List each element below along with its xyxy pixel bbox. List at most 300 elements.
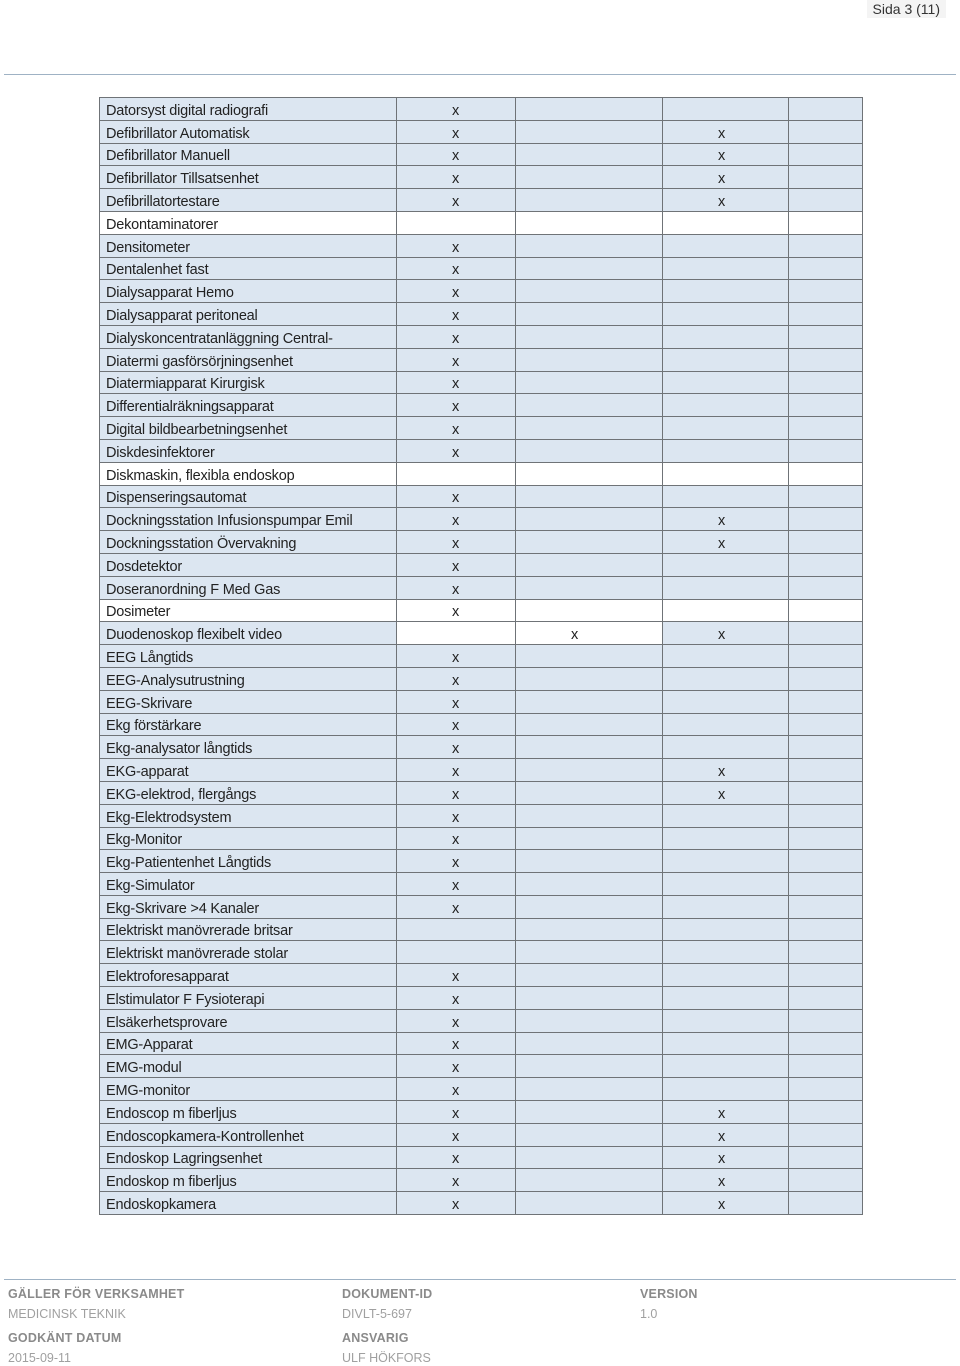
mark-cell-c2 [516, 1009, 663, 1032]
mark-cell-c4 [789, 667, 863, 690]
table-row [100, 1009, 863, 1032]
table-row [100, 371, 863, 394]
mark-cell-c3 [663, 827, 789, 850]
mark-cell-c1: x [397, 873, 516, 896]
mark-cell-c1: x [397, 303, 516, 326]
mark-cell-c2 [516, 1055, 663, 1078]
mark-cell-c1: x [397, 987, 516, 1010]
mark-cell-c4 [789, 804, 863, 827]
equipment-name-cell: Doseranordning F Med Gas [100, 576, 397, 599]
mark-cell-c3 [663, 553, 789, 576]
equipment-name-cell: Dentalenhet fast [100, 257, 397, 280]
mark-cell-c4 [789, 941, 863, 964]
footer-label-verksamhet: GÄLLER FÖR VERKSAMHET [8, 1287, 185, 1301]
mark-cell-c4 [789, 850, 863, 873]
footer-value-godkant-datum: 2015-09-11 [8, 1351, 72, 1365]
mark-cell-c3 [663, 690, 789, 713]
equipment-name-cell: Dialysapparat peritoneal [100, 303, 397, 326]
mark-cell-c4 [789, 143, 863, 166]
table-row [100, 1192, 863, 1215]
table-row [100, 987, 863, 1010]
table-row [100, 485, 863, 508]
mark-cell-c1: x [397, 325, 516, 348]
mark-cell-c4 [789, 257, 863, 280]
mark-cell-c3 [663, 234, 789, 257]
mark-cell-c3 [663, 325, 789, 348]
mark-cell-c1: x [397, 508, 516, 531]
mark-cell-c2 [516, 1123, 663, 1146]
mark-cell-c4 [789, 781, 863, 804]
mark-cell-c3 [663, 667, 789, 690]
mark-cell-c4 [789, 827, 863, 850]
table-row [100, 303, 863, 326]
mark-cell-c3 [663, 439, 789, 462]
mark-cell-c2 [516, 394, 663, 417]
equipment-name-cell: Elektriskt manövrerade britsar [100, 918, 397, 941]
mark-cell-c3: x [663, 1101, 789, 1124]
equipment-name-cell: EEG-Analysutrustning [100, 667, 397, 690]
table-row [100, 736, 863, 759]
table-row [100, 98, 863, 121]
table-row [100, 553, 863, 576]
mark-cell-c3: x [663, 1169, 789, 1192]
footer-value-dokument-id: DIVLT-5-697 [342, 1307, 412, 1321]
mark-cell-c1: x [397, 1009, 516, 1032]
footer-label-version: VERSION [640, 1287, 698, 1301]
mark-cell-c1: x [397, 1032, 516, 1055]
equipment-name-cell: Dosdetektor [100, 553, 397, 576]
mark-cell-c4 [789, 120, 863, 143]
mark-cell-c2 [516, 964, 663, 987]
mark-cell-c2 [516, 781, 663, 804]
equipment-name-cell: Dispenseringsautomat [100, 485, 397, 508]
footer-label-godkant-datum: GODKÄNT DATUM [8, 1331, 122, 1345]
equipment-name-cell: Duodenoskop flexibelt video [100, 622, 397, 645]
mark-cell-c3: x [663, 1146, 789, 1169]
mark-cell-c3 [663, 964, 789, 987]
mark-cell-c4 [789, 485, 863, 508]
table-row [100, 964, 863, 987]
equipment-name-cell: Endoscopkamera-Kontrollenhet [100, 1123, 397, 1146]
mark-cell-c3 [663, 394, 789, 417]
mark-cell-c4 [789, 713, 863, 736]
mark-cell-c3: x [663, 622, 789, 645]
equipment-name-cell: Ekg-Skrivare >4 Kanaler [100, 895, 397, 918]
mark-cell-c4 [789, 508, 863, 531]
footer-value-version: 1.0 [640, 1307, 658, 1321]
mark-cell-c3 [663, 417, 789, 440]
footer-label-ansvarig: ANSVARIG [342, 1331, 409, 1345]
equipment-name-cell: Dockningsstation Infusionspumpar Emil [100, 508, 397, 531]
mark-cell-c3 [663, 371, 789, 394]
mark-cell-c1: x [397, 1123, 516, 1146]
mark-cell-c1: x [397, 553, 516, 576]
mark-cell-c2 [516, 873, 663, 896]
mark-cell-c3: x [663, 189, 789, 212]
mark-cell-c4 [789, 987, 863, 1010]
table-row [100, 280, 863, 303]
mark-cell-c4 [789, 1009, 863, 1032]
mark-cell-c4 [789, 690, 863, 713]
mark-cell-c4 [789, 873, 863, 896]
equipment-name-cell: Digital bildbearbetningsenhet [100, 417, 397, 440]
mark-cell-c2 [516, 576, 663, 599]
equipment-name-cell: Dekontaminatorer [100, 211, 397, 234]
equipment-name-cell: Diskmaskin, flexibla endoskop [100, 462, 397, 485]
mark-cell-c1: x [397, 1078, 516, 1101]
mark-cell-c2 [516, 1169, 663, 1192]
mark-cell-c3 [663, 280, 789, 303]
mark-cell-c4 [789, 1078, 863, 1101]
mark-cell-c4 [789, 1192, 863, 1215]
mark-cell-c2 [516, 234, 663, 257]
table-row [100, 189, 863, 212]
equipment-name-cell: Datorsyst digital radiografi [100, 98, 397, 121]
table-row [100, 873, 863, 896]
equipment-name-cell: Dialyskoncentratanläggning Central- [100, 325, 397, 348]
mark-cell-c2 [516, 895, 663, 918]
equipment-name-cell: Differentialräkningsapparat [100, 394, 397, 417]
table-row [100, 234, 863, 257]
mark-cell-c3 [663, 804, 789, 827]
equipment-name-cell: EKG-elektrod, flergångs [100, 781, 397, 804]
equipment-name-cell: Defibrillator Tillsatsenhet [100, 166, 397, 189]
mark-cell-c2 [516, 667, 663, 690]
mark-cell-c3 [663, 895, 789, 918]
mark-cell-c1: x [397, 189, 516, 212]
mark-cell-c1: x [397, 1192, 516, 1215]
equipment-name-cell: EEG-Skrivare [100, 690, 397, 713]
mark-cell-c1: x [397, 98, 516, 121]
mark-cell-c1: x [397, 1101, 516, 1124]
mark-cell-c4 [789, 1123, 863, 1146]
mark-cell-c2 [516, 348, 663, 371]
mark-cell-c1: x [397, 576, 516, 599]
mark-cell-c4 [789, 417, 863, 440]
mark-cell-c2 [516, 1192, 663, 1215]
mark-cell-c1: x [397, 1055, 516, 1078]
footer-label-dokument-id: DOKUMENT-ID [342, 1287, 433, 1301]
mark-cell-c1: x [397, 417, 516, 440]
mark-cell-c4 [789, 736, 863, 759]
mark-cell-c1: x [397, 736, 516, 759]
page-number: Sida 3 (11) [867, 0, 946, 18]
mark-cell-c1: x [397, 690, 516, 713]
equipment-name-cell: EMG-monitor [100, 1078, 397, 1101]
table-row [100, 576, 863, 599]
mark-cell-c4 [789, 553, 863, 576]
table-row [100, 1146, 863, 1169]
table-row [100, 781, 863, 804]
mark-cell-c2 [516, 211, 663, 234]
table-row [100, 508, 863, 531]
mark-cell-c3: x [663, 120, 789, 143]
mark-cell-c2 [516, 804, 663, 827]
equipment-name-cell: Densitometer [100, 234, 397, 257]
equipment-name-cell: Endoskopkamera [100, 1192, 397, 1215]
table-row [100, 850, 863, 873]
table-row [100, 166, 863, 189]
mark-cell-c3 [663, 1009, 789, 1032]
equipment-name-cell: EMG-Apparat [100, 1032, 397, 1055]
mark-cell-c4 [789, 348, 863, 371]
equipment-table [99, 97, 863, 1215]
mark-cell-c1: x [397, 599, 516, 622]
mark-cell-c1: x [397, 713, 516, 736]
mark-cell-c2 [516, 1101, 663, 1124]
table-row [100, 348, 863, 371]
mark-cell-c2 [516, 941, 663, 964]
equipment-name-cell: Elstimulator F Fysioterapi [100, 987, 397, 1010]
mark-cell-c2 [516, 166, 663, 189]
equipment-table-body [100, 98, 863, 1215]
mark-cell-c1: x [397, 895, 516, 918]
mark-cell-c4 [789, 166, 863, 189]
mark-cell-c3 [663, 645, 789, 668]
table-row [100, 120, 863, 143]
mark-cell-c3 [663, 1055, 789, 1078]
table-row [100, 325, 863, 348]
mark-cell-c3: x [663, 166, 789, 189]
equipment-name-cell: Endoskop Lagringsenhet [100, 1146, 397, 1169]
mark-cell-c1: x [397, 781, 516, 804]
mark-cell-c2 [516, 827, 663, 850]
mark-cell-c3 [663, 1078, 789, 1101]
mark-cell-c2 [516, 987, 663, 1010]
equipment-name-cell: Endoskop m fiberljus [100, 1169, 397, 1192]
mark-cell-c2 [516, 325, 663, 348]
mark-cell-c2 [516, 257, 663, 280]
mark-cell-c3 [663, 713, 789, 736]
mark-cell-c1: x [397, 120, 516, 143]
table-row [100, 895, 863, 918]
table-row [100, 690, 863, 713]
mark-cell-c4 [789, 462, 863, 485]
mark-cell-c1: x [397, 143, 516, 166]
equipment-name-cell: Defibrillator Manuell [100, 143, 397, 166]
mark-cell-c3: x [663, 1123, 789, 1146]
mark-cell-c3 [663, 462, 789, 485]
equipment-name-cell: Defibrillatortestare [100, 189, 397, 212]
mark-cell-c3: x [663, 143, 789, 166]
equipment-name-cell: Diatermi gasförsörjningsenhet [100, 348, 397, 371]
mark-cell-c2 [516, 690, 663, 713]
mark-cell-c1: x [397, 166, 516, 189]
mark-cell-c3 [663, 98, 789, 121]
mark-cell-c1: x [397, 1146, 516, 1169]
footer-divider [4, 1279, 956, 1280]
mark-cell-c4 [789, 371, 863, 394]
header-divider [4, 74, 956, 75]
equipment-name-cell: EKG-apparat [100, 759, 397, 782]
equipment-name-cell: Ekg-Patientenhet Långtids [100, 850, 397, 873]
mark-cell-c1: x [397, 257, 516, 280]
mark-cell-c4 [789, 1146, 863, 1169]
mark-cell-c4 [789, 189, 863, 212]
equipment-name-cell: Endoscop m fiberljus [100, 1101, 397, 1124]
mark-cell-c4 [789, 531, 863, 554]
mark-cell-c2 [516, 713, 663, 736]
mark-cell-c4 [789, 599, 863, 622]
mark-cell-c1: x [397, 485, 516, 508]
table-row [100, 1055, 863, 1078]
mark-cell-c1: x [397, 1169, 516, 1192]
table-row [100, 827, 863, 850]
mark-cell-c2 [516, 508, 663, 531]
mark-cell-c2 [516, 759, 663, 782]
mark-cell-c2 [516, 371, 663, 394]
table-row [100, 1123, 863, 1146]
mark-cell-c4 [789, 280, 863, 303]
mark-cell-c2 [516, 1146, 663, 1169]
equipment-name-cell: EMG-modul [100, 1055, 397, 1078]
mark-cell-c3 [663, 485, 789, 508]
equipment-name-cell: Elektroforesapparat [100, 964, 397, 987]
equipment-name-cell: Elektriskt manövrerade stolar [100, 941, 397, 964]
equipment-name-cell: Ekg-Monitor [100, 827, 397, 850]
mark-cell-c3 [663, 873, 789, 896]
table-row [100, 394, 863, 417]
page-footer [0, 1277, 960, 1363]
mark-cell-c3 [663, 348, 789, 371]
mark-cell-c4 [789, 645, 863, 668]
equipment-name-cell: Ekg-Elektrodsystem [100, 804, 397, 827]
mark-cell-c4 [789, 439, 863, 462]
table-row [100, 531, 863, 554]
mark-cell-c2 [516, 120, 663, 143]
equipment-name-cell: Defibrillator Automatisk [100, 120, 397, 143]
mark-cell-c4 [789, 622, 863, 645]
mark-cell-c4 [789, 1101, 863, 1124]
mark-cell-c4 [789, 759, 863, 782]
mark-cell-c2 [516, 599, 663, 622]
mark-cell-c1 [397, 622, 516, 645]
table-row [100, 1169, 863, 1192]
mark-cell-c3 [663, 599, 789, 622]
mark-cell-c4 [789, 1032, 863, 1055]
table-row [100, 143, 863, 166]
equipment-name-cell: Dockningsstation Övervakning [100, 531, 397, 554]
mark-cell-c4 [789, 1055, 863, 1078]
table-row [100, 667, 863, 690]
mark-cell-c2 [516, 280, 663, 303]
table-row [100, 645, 863, 668]
mark-cell-c3 [663, 211, 789, 234]
mark-cell-c1 [397, 941, 516, 964]
table-row [100, 804, 863, 827]
mark-cell-c4 [789, 98, 863, 121]
mark-cell-c3: x [663, 508, 789, 531]
mark-cell-c2 [516, 143, 663, 166]
mark-cell-c4 [789, 895, 863, 918]
mark-cell-c2 [516, 918, 663, 941]
mark-cell-c1 [397, 462, 516, 485]
mark-cell-c4 [789, 234, 863, 257]
mark-cell-c2 [516, 531, 663, 554]
table-row [100, 1101, 863, 1124]
mark-cell-c4 [789, 576, 863, 599]
table-row [100, 211, 863, 234]
mark-cell-c2 [516, 850, 663, 873]
table-row [100, 622, 863, 645]
table-row [100, 713, 863, 736]
equipment-name-cell: Diatermiapparat Kirurgisk [100, 371, 397, 394]
mark-cell-c2: x [516, 622, 663, 645]
mark-cell-c1: x [397, 280, 516, 303]
mark-cell-c1: x [397, 645, 516, 668]
mark-cell-c1: x [397, 827, 516, 850]
table-row [100, 439, 863, 462]
table-row [100, 1078, 863, 1101]
mark-cell-c3 [663, 1032, 789, 1055]
mark-cell-c1: x [397, 850, 516, 873]
mark-cell-c1: x [397, 667, 516, 690]
mark-cell-c2 [516, 485, 663, 508]
mark-cell-c1: x [397, 439, 516, 462]
page-header [0, 0, 960, 76]
mark-cell-c2 [516, 98, 663, 121]
mark-cell-c2 [516, 736, 663, 759]
mark-cell-c4 [789, 303, 863, 326]
mark-cell-c2 [516, 553, 663, 576]
mark-cell-c3 [663, 987, 789, 1010]
mark-cell-c3: x [663, 531, 789, 554]
mark-cell-c2 [516, 189, 663, 212]
mark-cell-c4 [789, 211, 863, 234]
table-row [100, 417, 863, 440]
mark-cell-c1: x [397, 371, 516, 394]
table-row [100, 941, 863, 964]
mark-cell-c1: x [397, 964, 516, 987]
table-row [100, 1032, 863, 1055]
mark-cell-c4 [789, 394, 863, 417]
mark-cell-c1: x [397, 394, 516, 417]
mark-cell-c1: x [397, 759, 516, 782]
mark-cell-c3: x [663, 1192, 789, 1215]
table-row [100, 599, 863, 622]
mark-cell-c2 [516, 417, 663, 440]
mark-cell-c3 [663, 941, 789, 964]
table-row [100, 918, 863, 941]
mark-cell-c1 [397, 211, 516, 234]
mark-cell-c1 [397, 918, 516, 941]
mark-cell-c2 [516, 303, 663, 326]
mark-cell-c2 [516, 439, 663, 462]
mark-cell-c4 [789, 1169, 863, 1192]
mark-cell-c3 [663, 736, 789, 759]
mark-cell-c1: x [397, 348, 516, 371]
mark-cell-c3 [663, 576, 789, 599]
equipment-name-cell: Dosimeter [100, 599, 397, 622]
mark-cell-c3 [663, 850, 789, 873]
mark-cell-c3 [663, 257, 789, 280]
mark-cell-c2 [516, 1078, 663, 1101]
mark-cell-c1: x [397, 531, 516, 554]
equipment-name-cell: Ekg förstärkare [100, 713, 397, 736]
equipment-name-cell: Diskdesinfektorer [100, 439, 397, 462]
footer-value-ansvarig: ULF HÖKFORS [342, 1351, 431, 1365]
table-row [100, 462, 863, 485]
mark-cell-c2 [516, 462, 663, 485]
mark-cell-c3 [663, 918, 789, 941]
equipment-name-cell: Ekg-Simulator [100, 873, 397, 896]
equipment-name-cell: Dialysapparat Hemo [100, 280, 397, 303]
mark-cell-c1: x [397, 234, 516, 257]
mark-cell-c2 [516, 645, 663, 668]
equipment-name-cell: EEG Långtids [100, 645, 397, 668]
mark-cell-c1: x [397, 804, 516, 827]
mark-cell-c3 [663, 303, 789, 326]
